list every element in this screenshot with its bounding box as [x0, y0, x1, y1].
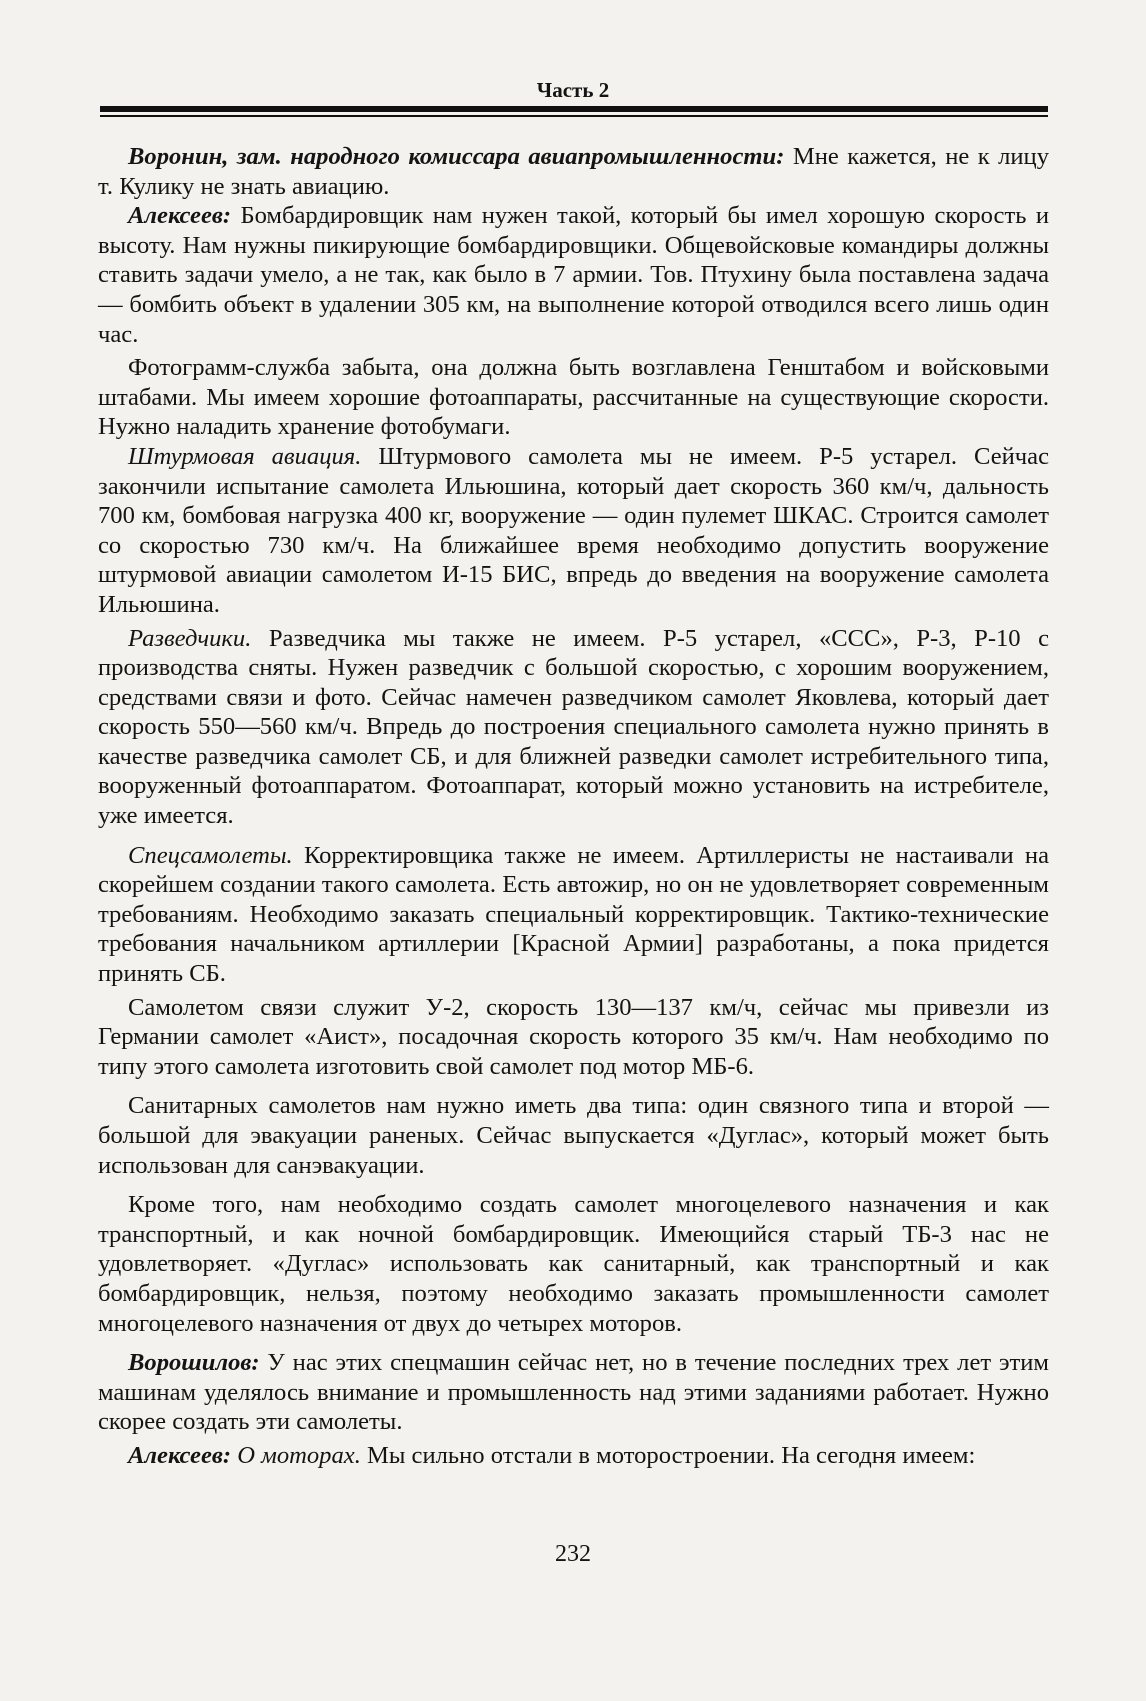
paragraph-text: Разведчика мы также не имеем. Р-5 устарел, «ССС», Р-3, Р-10 с производства сняты. Нужен разведчик с большой скоростью, с хорошим вооружением, средствами связи и фото. Сейчас намечен разведчиком самолет Яковлева, который дает скорость 550—560 км/ч. Впредь до построения специального самолета нужно принять в качестве разведчика самолет СБ, и для ближней разведки самолет истребительного типа, вооруженный фотоаппаратом. Фотоаппарат, который можно установить на истребителе, уже имеется.: [98, 624, 1049, 830]
paragraph-text: Кроме того, нам необходимо создать самолет многоцелевого назначения и как транспортный, и как ночной бомбардировщик. Имеющийся старый ТБ-3 нас не удовлетворяет. «Дуглас» использовать как санитарный, как транспортный и как бомбардировщик, нельзя, поэтому необходимо заказать промышленности самолет многоцелевого назначения от двух до четырех моторов.: [98, 1191, 1049, 1337]
paragraph: [98, 201, 1049, 349]
paragraph: [98, 353, 1049, 442]
paragraph-text: Самолетом связи служит У-2, скорость 130—137 км/ч, сейчас мы привезли из Германии самолет «Аист», посадочная скорость которого 35 км/ч. Нам необходимо по типу этого самолета изготовить свой самолет под мотор МБ-6.: [98, 993, 1049, 1080]
paragraph: [98, 841, 1049, 989]
speaker-name: Алексеев:: [128, 1441, 232, 1469]
header-rule-thick: [100, 106, 1048, 112]
paragraph-text: Санитарных самолетов нам нужно иметь два типа: один связного типа и второй — большой для эвакуации раненых. Сейчас выпускается «Дуглас», который может быть использован для санэвакуации.: [98, 1092, 1049, 1179]
paragraph: [98, 142, 1049, 201]
main-text: [98, 142, 1049, 1471]
section-heading: Разведчики.: [128, 624, 252, 652]
speaker-name: Воронин, зам. народного комиссара авиапромышленности:: [128, 143, 785, 170]
paragraph-text: Фотограмм-служба забыта, она должна быть возглавлена Генштабом и войсковыми штабами. Мы имеем хорошие фотоаппараты, рассчитанные на существующие скорости. Нужно наладить хранение фотобумаги.: [98, 354, 1049, 441]
paragraph-text: Мы сильно отстали в моторостроении. На сегодня имеем:: [360, 1441, 976, 1469]
paragraph: [98, 1441, 1049, 1471]
section-heading: Спецсамолеты.: [128, 841, 293, 869]
section-heading: Штурмовая авиация.: [128, 442, 362, 470]
paragraph-text: Мне кажется, не к лицу т. Кулику не знать авиацию.: [98, 143, 1049, 200]
paragraph-text: Корректировщика также не имеем. Артиллеристы не настаивали на скорейшем создании такого самолета. Есть автожир, но он не удовлетворяет современным требованиям. Необходимо заказать специальный корректировщик. Тактико-технические требования начальником артиллерии [Красной Армии] разработаны, а пока придется принять СБ.: [98, 841, 1049, 988]
header-rule-thin: [100, 115, 1048, 117]
section-heading: О моторах.: [231, 1441, 361, 1469]
paragraph-text: Штурмового самолета мы не имеем. Р-5 устарел. Сейчас закончили испытание самолета Ильюшина, который дает скорость 360 км/ч, дальность 700 км, бомбовая нагрузка 400 кг, вооружение — один пулемет ШКАС. Строится самолет со скоростью 730 км/ч. На ближайшее время необходимо допустить вооружение штурмовой авиации самолетом И-15 БИС, впредь до введения на вооружение самолета Ильюшина.: [98, 442, 1049, 618]
paragraph-text: У нас этих спецмашин сейчас нет, но в течение последних трех лет этим машинам уделялось внимание и промышленность над этими заданиями работает. Нужно скорее создать эти самолеты.: [98, 1349, 1049, 1436]
paragraph: [98, 1190, 1049, 1338]
paragraph: [98, 624, 1049, 831]
speaker-name: Ворошилов:: [128, 1349, 260, 1377]
paragraph: [98, 1348, 1049, 1437]
speaker-name: Алексеев:: [128, 202, 232, 230]
paragraph-text: Бомбардировщик нам нужен такой, который бы имел хорошую скорость и высоту. Нам нужны пикирующие бомбардировщики. Общевойсковые командиры должны ставить задачи умело, а не так, как было в 7 армии. Тов. Птухину была поставлена задача — бомбить объект в удалении 305 км, на выполнение которой отводился всего лишь один час.: [98, 202, 1049, 348]
paragraph: [98, 442, 1049, 620]
paragraph: [98, 993, 1049, 1082]
running-title: Часть 2: [536, 78, 610, 102]
page-number: 232: [555, 1541, 591, 1567]
paragraph: [98, 1091, 1049, 1180]
